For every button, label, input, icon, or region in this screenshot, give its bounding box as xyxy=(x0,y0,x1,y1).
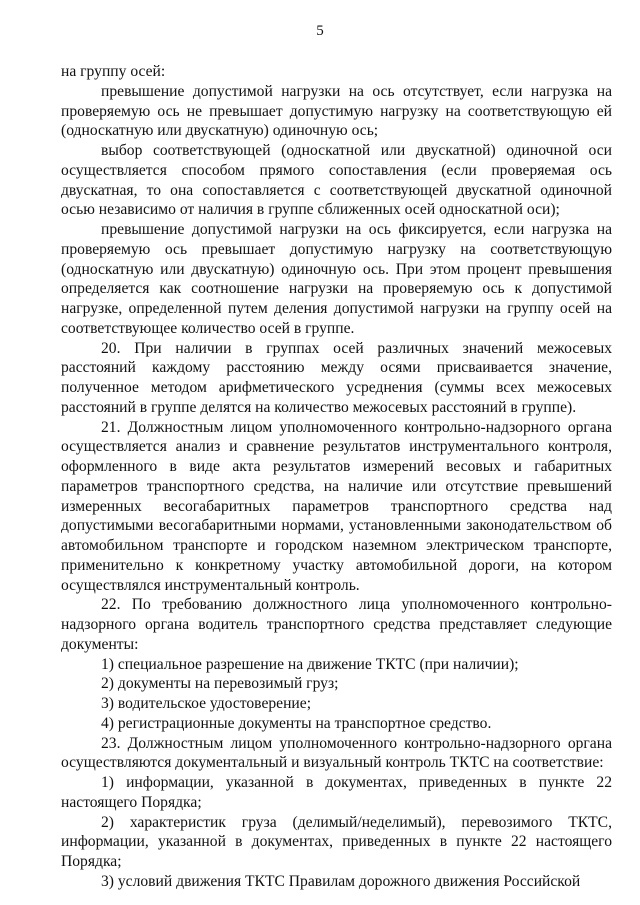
list-item-registration-documents: 4) регистрационные документы на транспортное средство. xyxy=(101,714,492,732)
paragraph-item-21: 21. Должностным лицом уполномоченного контрольно-надзорного органа осуществляется анализ и сравнение результатов инструментального контроля, оформленного в виде акта результатов измерений весовых и габаритных параметров транспортного средства, на наличие или отсутствие превышений измеренных весогабаритных параметров транспортного средства над допустимыми весогабаритными нормами, установленными законодательством об автомобильном транспорте и городском наземном электрическом транспорте, применительно к конкретному участку автомобильной дороги, на котором осуществлялся инструментальный контроль. xyxy=(61,418,612,594)
paragraph-item-20: 20. При наличии в группах осей различных значений межосевых расстояний каждому расстоянию между осями присваивается значение, полученное методом арифметического усреднения (суммы всех межосевых расстояний в группе делятся на количество межосевых расстояний в группе). xyxy=(61,339,612,416)
list-item-driver-license: 3) водительское удостоверение; xyxy=(101,695,312,712)
paragraph-axle-selection: выбор соответствующей (односкатной или двускатной) одиночной оси осуществляется способом прямого сопоставления (если проверяемая ось двускатная, то она сопоставляется с соответствующей двускатной одиночной осью независимо от наличия в группе сближенных осей односкатной оси); xyxy=(61,142,612,219)
paragraph-overload-fixed: превышение допустимой нагрузки на ось фиксируется, если нагрузка на проверяемую ось превышает допустимую нагрузку на соответствующую (односкатную или двускатную) одиночную ось. При этом процент превышения определяется как соотношение нагрузки на проверяемую ось к допустимой нагрузке, определенной путем деления допустимой нагрузки на группу осей на соответствующее количество осей в группе. xyxy=(61,221,612,337)
list-item-cargo-documents: 2) документы на перевозимый груз; xyxy=(101,675,339,693)
paragraph-axle-group-continuation: на группу осей: xyxy=(61,63,166,80)
list-item-special-permit: 1) специальное разрешение на движение ТКТС (при наличии); xyxy=(101,655,519,673)
document-body xyxy=(61,62,612,892)
page-number: 5 xyxy=(316,23,324,39)
paragraph-item-22: 22. По требованию должностного лица уполномоченного контрольно-надзорного органа водитель транспортного средства представляет следующие документы: xyxy=(61,596,612,653)
paragraph-item-23: 23. Должностным лицом уполномоченного контрольно-надзорного органа осуществляются документальный и визуальный контроль ТКТС на соответствие: xyxy=(61,734,612,772)
list-item-traffic-conditions: 3) условий движения ТКТС Правилам дорожного движения Российской xyxy=(101,872,581,890)
list-item-cargo-characteristics: 2) характеристик груза (делимый/неделимый), перевозимого ТКТС, информации, указанной в документах, приведенных в пункте 22 настоящего Порядка; xyxy=(61,813,612,870)
paragraph-no-overload-condition: превышение допустимой нагрузки на ось отсутствует, если нагрузка на проверяемую ось не превышает допустимую нагрузку на соответствующую ей (односкатную или двускатную) одиночную ось; xyxy=(61,82,612,140)
list-item-document-information: 1) информации, указанной в документах, приведенных в пункте 22 настоящего Порядка; xyxy=(61,774,612,811)
